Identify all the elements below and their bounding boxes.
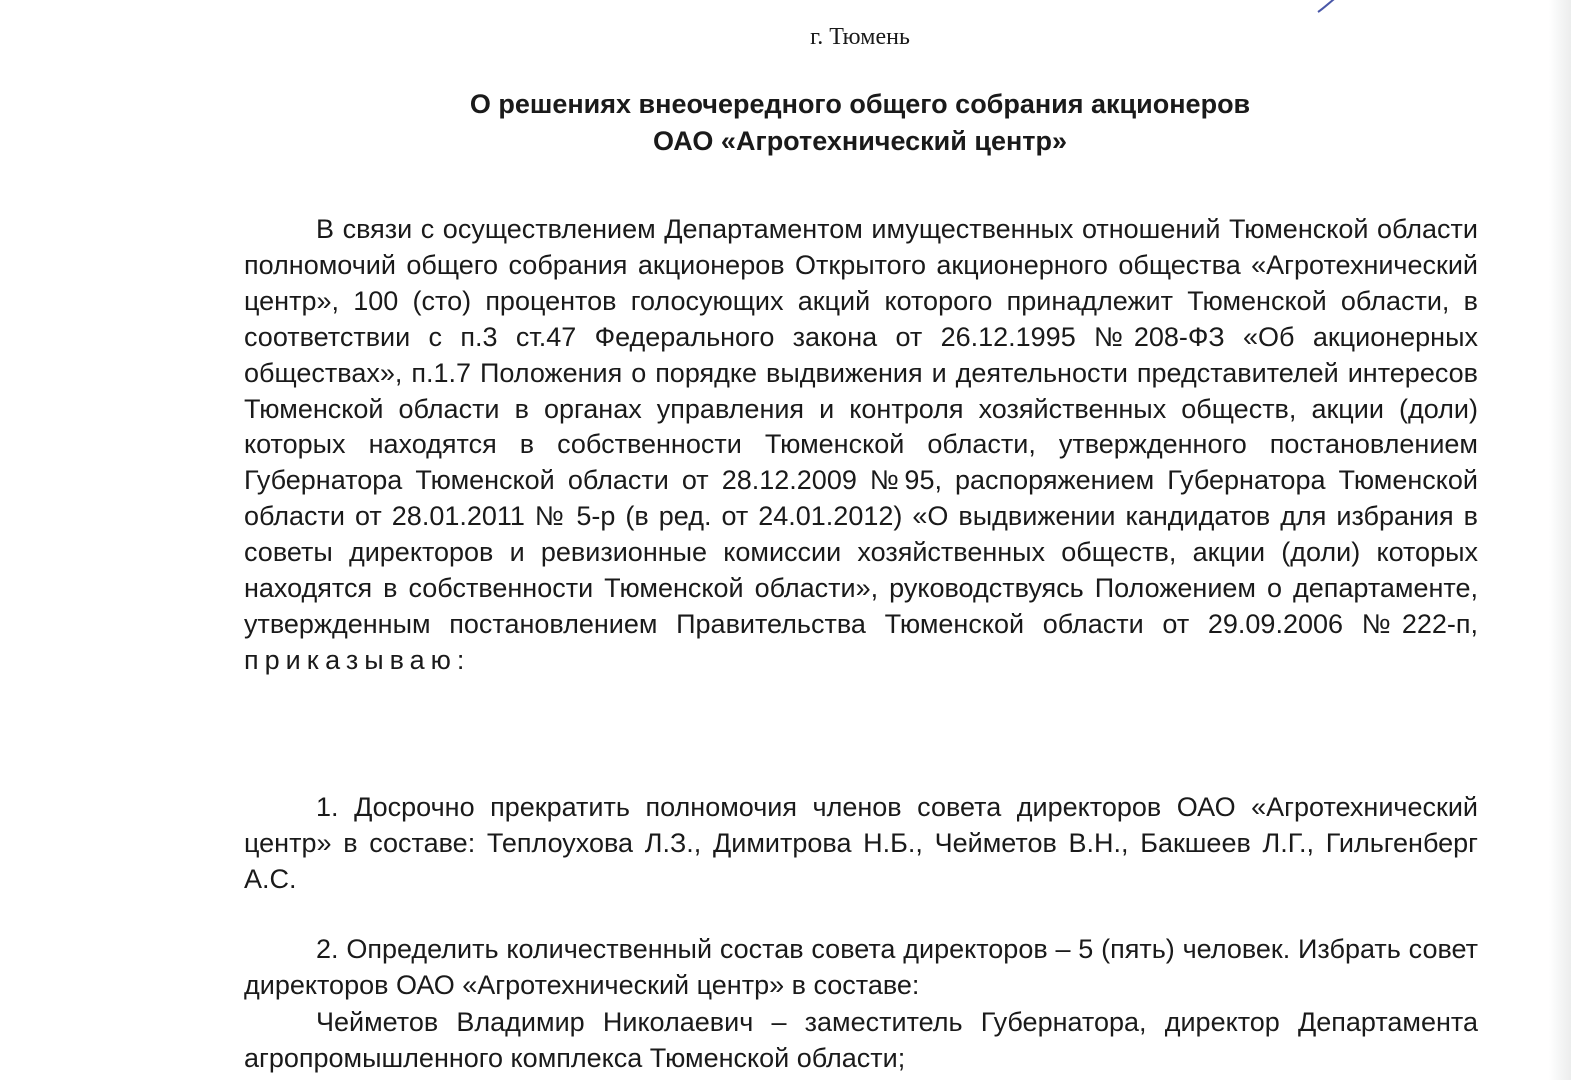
order-word: приказываю: (244, 644, 471, 675)
preamble-paragraph (244, 212, 1478, 679)
title-line-1: О решениях внеочередного общего собрания акционеров (469, 89, 1251, 119)
order-item-1: 1. Досрочно прекратить полномочия членов совета директоров ОАО «Агротехнический центр» в составе: Теплоухова Л.З., Димитрова Н.Б., Чейметов В.Н., Бакшеев Л.Г., Гильгенберг А.С. (244, 792, 1478, 894)
board-member-1: Чейметов Владимир Николаевич – заместитель Губернатора, директор Департамента агропромышленного комплекса Тюменской области; (244, 1007, 1478, 1073)
preamble-text: В связи с осуществлением Департаментом имущественных отношений Тюменской области полномочий общего собрания акционеров Открытого акционерного общества «Агротехнический центр», 100 (сто) процентов голосующих акций которого принадлежит Тюменской области, в соответствии с п.3 ст.47 Федерального закона от 26.12.1995 №208-ФЗ «Об акционерных обществах», п.1.7 Положения о порядке выдвижения и деятельности представителей интересов Тюменской области в органах управления и контроля хозяйственных обществ, акции (доли) которых находятся в собственности Тюменской области, утвержденного постановлением Губернатора Тюменской области от 28.12.2009 №95, распоряжением Губернатора Тюменской области от 28.01.2011 № 5-р (в ред. от 24.01.2012) «О выдвижении кандидатов для избрания в советы директоров и ревизионные комиссии хозяйственных обществ, акции (доли) которых находятся в собственности Тюменской области», руководствуясь Положением о департаменте, утвержденным постановлением Правительства Тюменской области от 29.09.2006 №222-п, (244, 214, 1478, 639)
scan-edge-shadow (1549, 0, 1571, 1080)
title-line-2: ОАО «Агротехнический центр» (652, 126, 1068, 156)
pen-mark-icon (1316, 0, 1342, 14)
city-line: г. Тюмень (810, 24, 910, 50)
document-title (360, 86, 1360, 160)
order-item-2: 2. Определить количественный состав совета директоров – 5 (пять) человек. Избрать совет директоров ОАО «Агротехнический центр» в составе: (244, 934, 1478, 1000)
